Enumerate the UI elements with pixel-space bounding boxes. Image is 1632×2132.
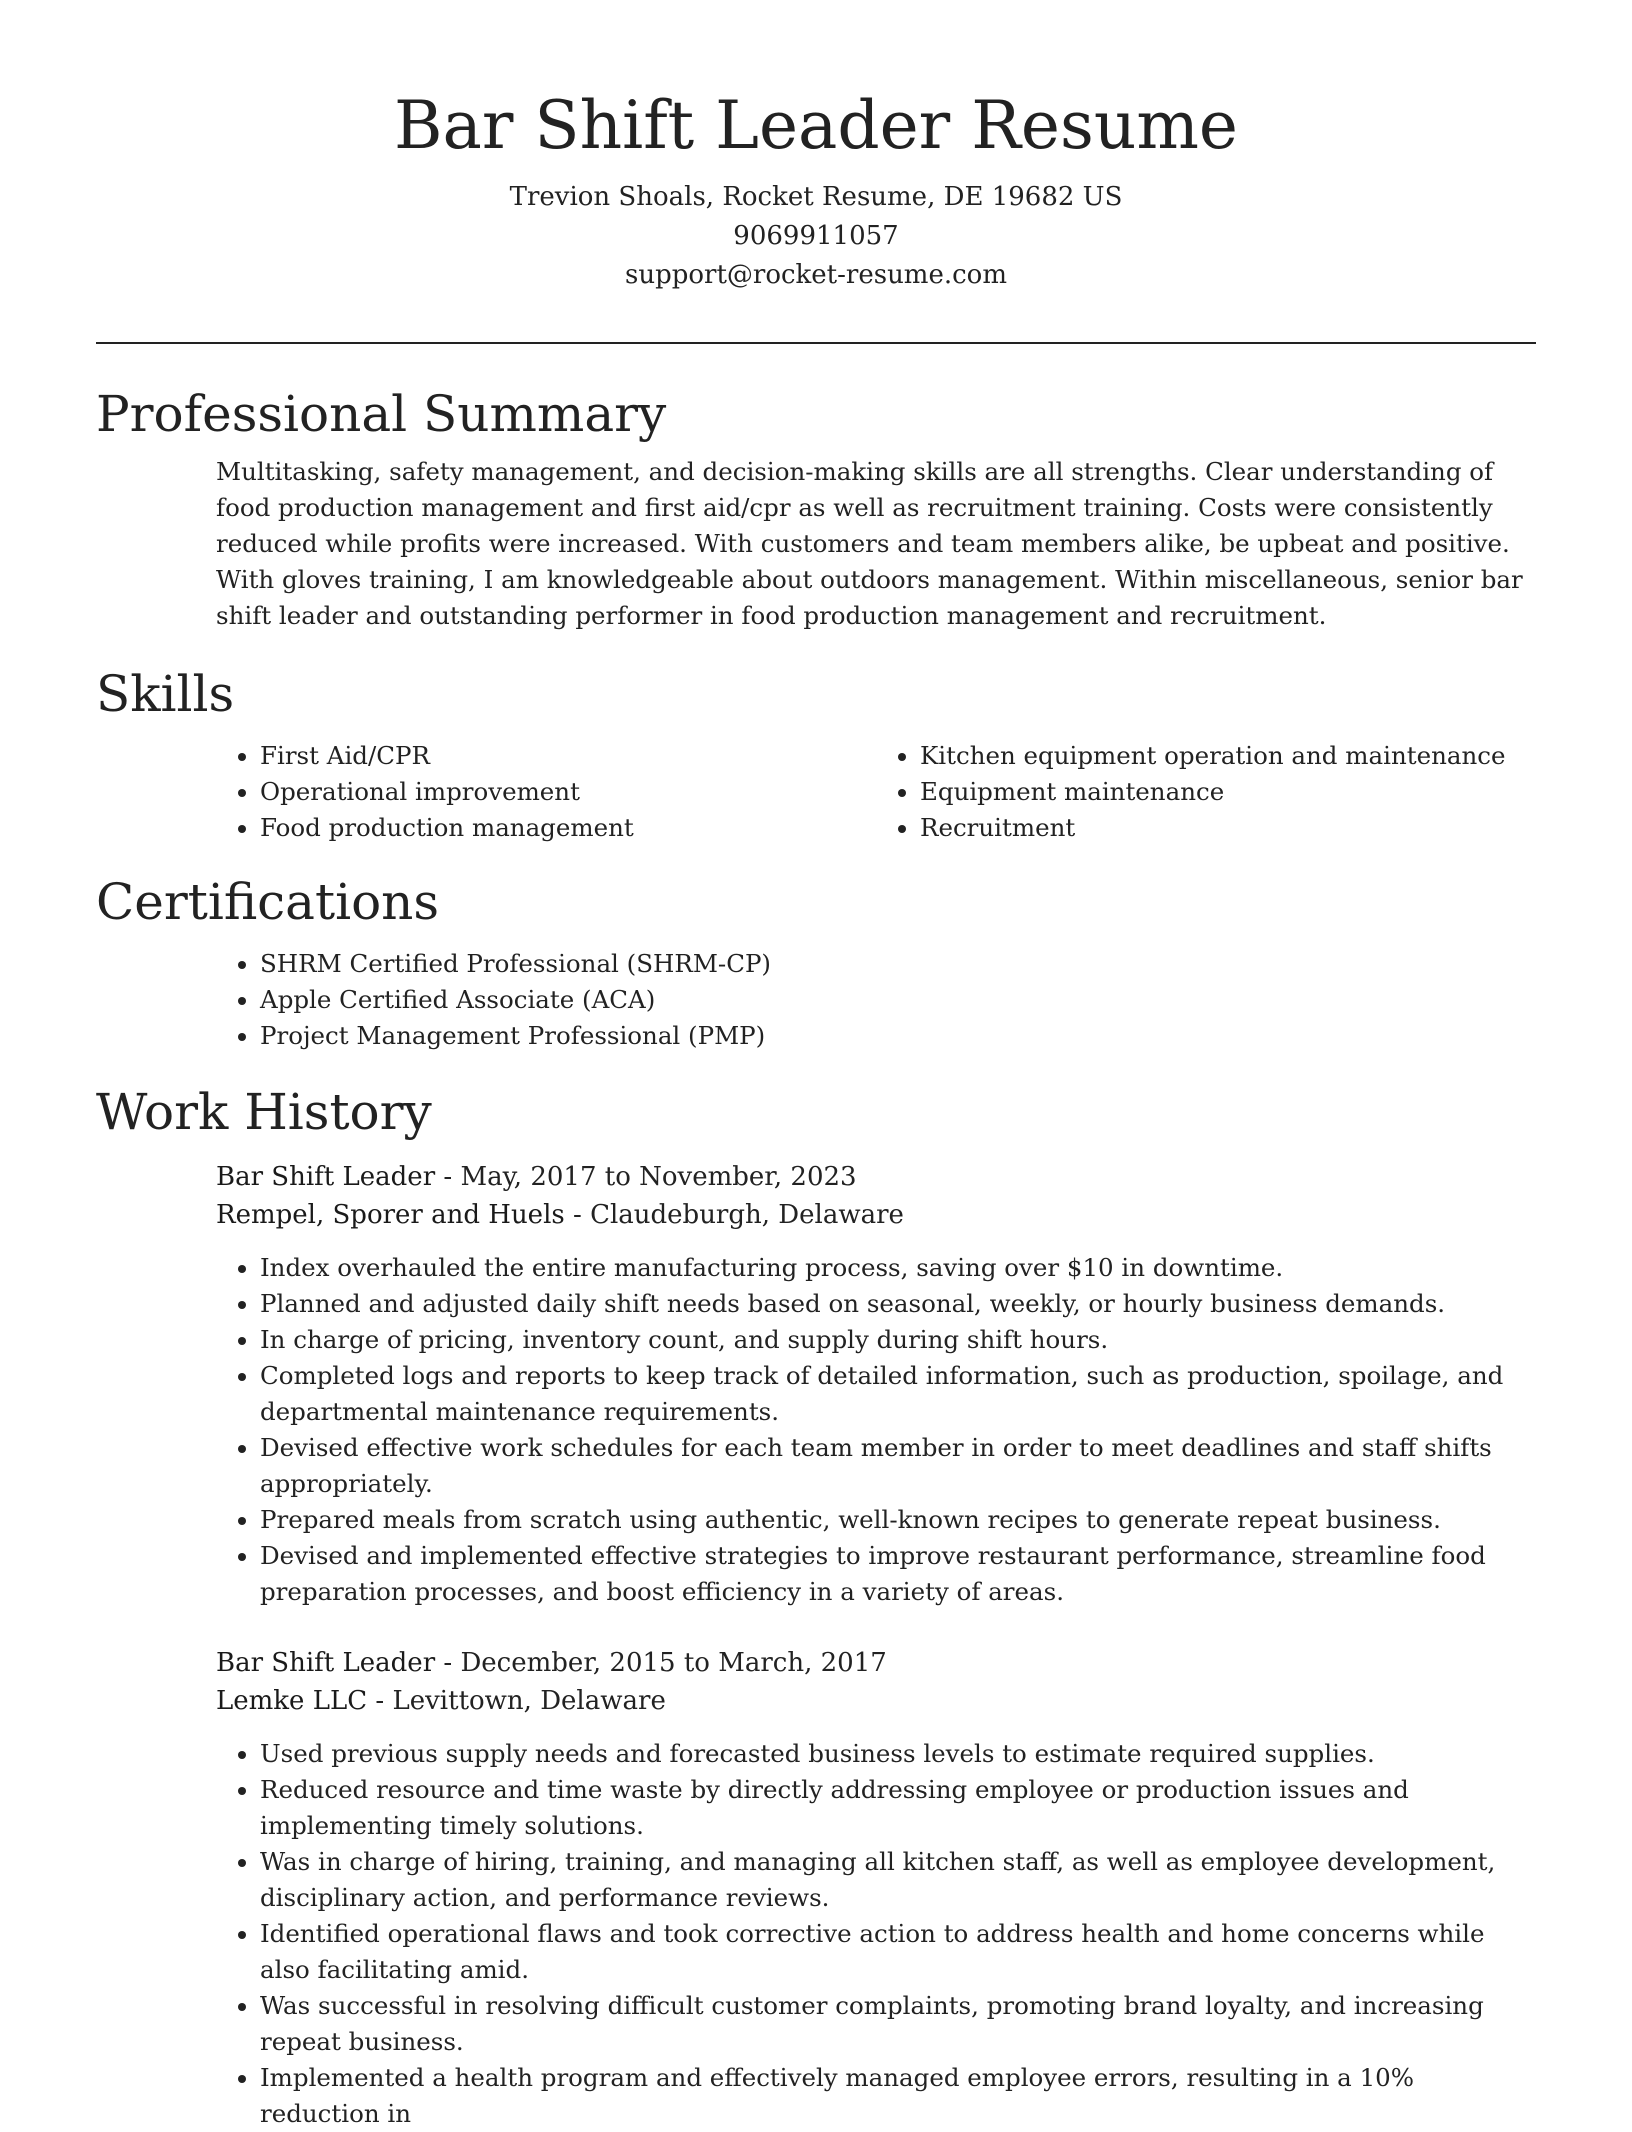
job-company-line [216,1196,1536,1234]
skills-list-right [876,738,1536,846]
summary-section [96,378,1536,634]
job-dates: May, 2017 to November, 2023 [460,1162,857,1192]
skill-item: • First Aid/CPR [260,738,876,774]
job-title: Bar Shift Leader [216,1648,436,1678]
job-bullet: • Completed logs and reports to keep track of detailed information, such as production, spoilage, and departmental maintenance requirements. [260,1358,1536,1430]
resume-content [96,378,1536,2132]
summary-heading: Professional Summary [96,385,667,443]
job-entry [216,1644,1536,2132]
job-bullet: • Reduced resource and time waste by directly addressing employee or production issues and implementing timely solutions. [260,1772,1536,1844]
certifications-list [216,946,1536,1054]
contact-block [0,178,1632,295]
contact-email: support@rocket-resume.com [624,260,1007,290]
job-company: Lemke LLC [216,1686,368,1716]
certification-item: • Apple Certified Associate (ACA) [260,982,1536,1018]
summary-text: Multitasking, safety management, and decision-making skills are all strengths. Clear understanding of food production management and first aid/cpr as well as recruitment training. Costs were consistently reduced while profits were increased. With customers and team members alike, be upbeat and positive. With gloves training, I am knowledgeable about outdoors management. Within miscellaneous, senior bar shift leader and outstanding performer in food production management and recruitment. [216,457,1523,630]
job-entry [216,1158,1536,1610]
job-title-line [216,1644,1536,1682]
job-bullet: • Planned and adjusted daily shift needs based on seasonal, weekly, or hourly business demands. [260,1286,1536,1322]
separator: - [443,1162,461,1192]
contact-name-location: Trevion Shoals, Rocket Resume, DE 19682 US [509,182,1123,212]
job-bullet: • Devised effective work schedules for each team member in order to meet deadlines and staff shifts appropriately. [260,1430,1536,1502]
skill-item: • Kitchen equipment operation and maintenance [920,738,1536,774]
job-bullet: • In charge of pricing, inventory count, and supply during shift hours. [260,1322,1536,1358]
job-dates: December, 2015 to March, 2017 [460,1648,887,1678]
skills-section [96,658,1536,846]
job-location: Claudeburgh, Delaware [590,1200,904,1230]
page-title: Bar Shift Leader Resume [394,87,1238,164]
skills-grid [216,738,1536,846]
job-bullet: • Was in charge of hiring, training, and managing all kitchen staff, as well as employee development, disciplinary action, and performance reviews. [260,1844,1536,1916]
job-company-line [216,1682,1536,1720]
certification-item: • SHRM Certified Professional (SHRM-CP) [260,946,1536,982]
job-bullet: • Was successful in resolving difficult customer complaints, promoting brand loyalty, and increasing repeat business. [260,1988,1536,2060]
job-location: Levittown, Delaware [392,1686,666,1716]
work-history-section [96,1076,1536,2132]
certification-item: • Project Management Professional (PMP) [260,1018,1536,1054]
job-bullets [216,1250,1536,1610]
job-bullet: • Devised and implemented effective strategies to improve restaurant performance, streamline food preparation processes, and boost efficiency in a variety of areas. [260,1538,1536,1610]
skill-item: • Food production management [260,810,876,846]
separator: - [443,1648,461,1678]
skills-heading: Skills [96,665,235,723]
separator: - [573,1200,591,1230]
job-title: Bar Shift Leader [216,1162,436,1192]
job-bullets [216,1736,1536,2132]
skill-item: • Equipment maintenance [920,774,1536,810]
certifications-heading: Certifications [96,873,440,931]
resume-header [0,0,1632,295]
job-bullet: • Identified operational flaws and took corrective action to address health and home concerns while also facilitating amid. [260,1916,1536,1988]
job-company: Rempel, Sporer and Huels [216,1200,565,1230]
skills-list-left [216,738,876,846]
job-bullet: • Implemented a health program and effectively managed employee errors, resulting in a 10% reduction in [260,2060,1536,2132]
job-title-line [216,1158,1536,1196]
skill-item: • Operational improvement [260,774,876,810]
job-bullet: • Prepared meals from scratch using authentic, well-known recipes to generate repeat business. [260,1502,1536,1538]
separator: - [375,1686,393,1716]
work-history-heading: Work History [96,1083,432,1141]
certifications-section [96,866,1536,1054]
skill-item: • Recruitment [920,810,1536,846]
job-bullet: • Used previous supply needs and forecasted business levels to estimate required supplies. [260,1736,1536,1772]
contact-phone: 9069911057 [733,221,899,251]
job-bullet: • Index overhauled the entire manufacturing process, saving over $10 in downtime. [260,1250,1536,1286]
header-divider [96,342,1536,344]
